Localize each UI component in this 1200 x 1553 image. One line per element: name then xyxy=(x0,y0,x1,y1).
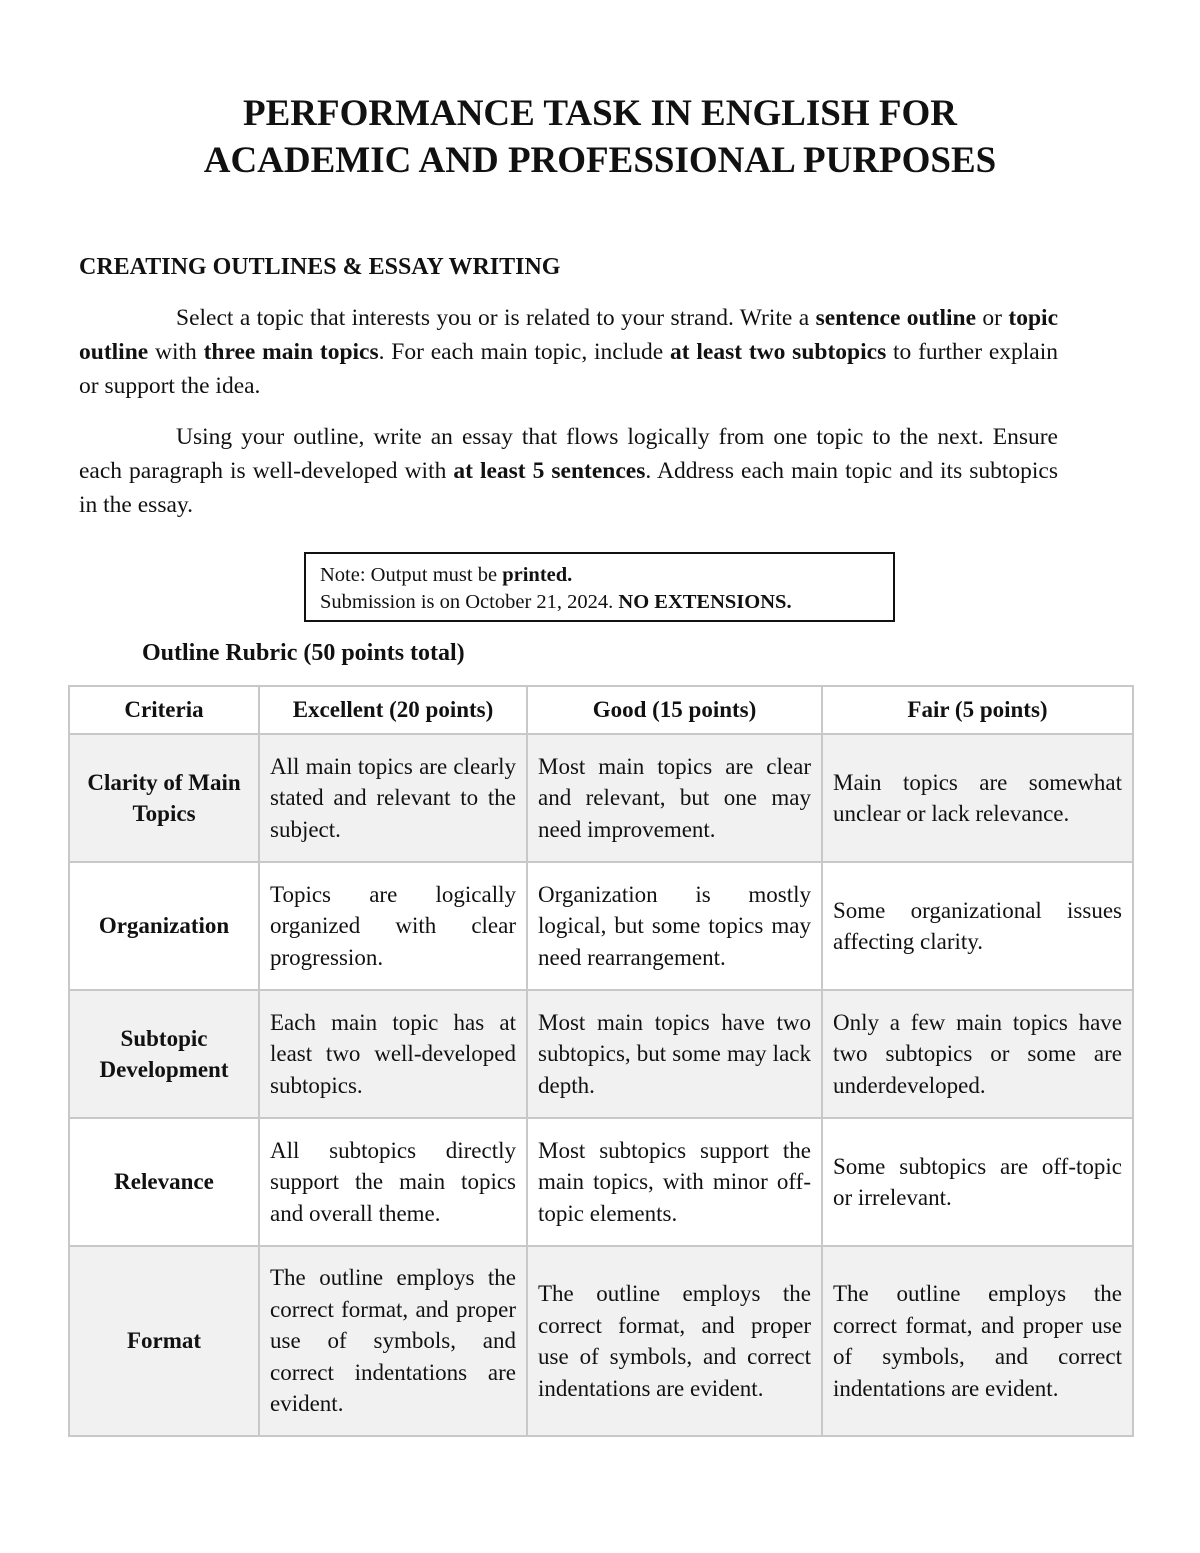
note-line-2-bold: NO EXTENSIONS. xyxy=(618,591,792,613)
para1-text-5: to further explain or support the idea. xyxy=(79,339,1058,399)
criteria-cell: Organization xyxy=(69,862,259,990)
para1-bold-three-main-topics: three main topics xyxy=(203,339,379,365)
excellent-cell: All subtopics directly support the main topics and overall theme. xyxy=(259,1118,527,1246)
excellent-cell: Topics are logically organized with clear progression. xyxy=(259,862,527,990)
header-good: Good (15 points) xyxy=(527,686,822,734)
rubric-row-relevance xyxy=(69,1118,1133,1246)
para2-bold-at-least-5-sentences: at least 5 sentences xyxy=(453,458,646,484)
criteria-cell: Subtopic Development xyxy=(69,990,259,1118)
rubric-row-subtopic-development xyxy=(69,990,1133,1118)
fair-cell: Main topics are somewhat unclear or lack relevance. xyxy=(822,734,1133,862)
para2-text-1: Using your outline, write an essay that flows logically from one topic to the next. Ensure each paragraph is well-developed with xyxy=(79,424,1058,484)
rubric-title: Outline Rubric (50 points total) xyxy=(142,640,465,666)
instructions-paragraph-essay xyxy=(79,420,1058,522)
good-cell: Organization is mostly logical, but some topics may need rearrangement. xyxy=(527,862,822,990)
para1-bold-sentence-outline: sentence outline xyxy=(815,305,977,331)
excellent-cell: All main topics are clearly stated and relevant to the subject. xyxy=(259,734,527,862)
para1-text-1: Select a topic that interests you or is related to your strand. Write a xyxy=(176,305,816,331)
page-title-line-2: ACADEMIC AND PROFESSIONAL PURPOSES xyxy=(203,140,997,181)
criteria-cell: Relevance xyxy=(69,1118,259,1246)
para2-text-2: . Address each main topic and its subtopics in the essay. xyxy=(79,458,1059,518)
para1-bold-topic-outline: topic outline xyxy=(79,305,1058,365)
excellent-cell: The outline employs the correct format, and proper use of symbols, and correct indentations are evident. xyxy=(259,1246,527,1436)
rubric-row-format xyxy=(69,1246,1133,1436)
good-cell: The outline employs the correct format, and proper use of symbols, and correct indentations are evident. xyxy=(527,1246,822,1436)
rubric-header-row xyxy=(69,686,1133,734)
section-heading: CREATING OUTLINES & ESSAY WRITING xyxy=(79,254,561,280)
note-line-1 xyxy=(320,562,893,589)
good-cell: Most main topics have two subtopics, but some may lack depth. xyxy=(527,990,822,1118)
fair-cell: The outline employs the correct format, and proper use of symbols, and correct indentations are evident. xyxy=(822,1246,1133,1436)
para1-text-4: . For each main topic, include xyxy=(378,339,670,365)
excellent-cell: Each main topic has at least two well-developed subtopics. xyxy=(259,990,527,1118)
header-criteria: Criteria xyxy=(69,686,259,734)
note-line-1-bold: printed. xyxy=(502,564,573,586)
note-line-2 xyxy=(320,589,893,616)
para1-bold-at-least-two-subtopics: at least two subtopics xyxy=(669,339,887,365)
good-cell: Most main topics are clear and relevant, but one may need improvement. xyxy=(527,734,822,862)
page-title xyxy=(0,90,1200,184)
criteria-cell: Format xyxy=(69,1246,259,1436)
fair-cell: Some subtopics are off-topic or irrelevant. xyxy=(822,1118,1133,1246)
header-fair: Fair (5 points) xyxy=(822,686,1133,734)
rubric-table xyxy=(68,685,1134,1437)
rubric-row-organization xyxy=(69,862,1133,990)
fair-cell: Only a few main topics have two subtopics or some are underdeveloped. xyxy=(822,990,1133,1118)
para1-text-2: or xyxy=(976,305,1009,331)
note-line-1-text: Note: Output must be xyxy=(320,564,503,586)
fair-cell: Some organizational issues affecting clarity. xyxy=(822,862,1133,990)
header-excellent: Excellent (20 points) xyxy=(259,686,527,734)
rubric-row-clarity xyxy=(69,734,1133,862)
page-title-line-1: PERFORMANCE TASK IN ENGLISH FOR xyxy=(242,93,958,134)
note-line-2-text: Submission is on October 21, 2024. xyxy=(320,591,619,613)
submission-note-box xyxy=(304,552,895,622)
good-cell: Most subtopics support the main topics, with minor off-topic elements. xyxy=(527,1118,822,1246)
criteria-cell: Clarity of Main Topics xyxy=(69,734,259,862)
para1-text-3: with xyxy=(148,339,204,365)
instructions-paragraph-outline xyxy=(79,301,1058,403)
